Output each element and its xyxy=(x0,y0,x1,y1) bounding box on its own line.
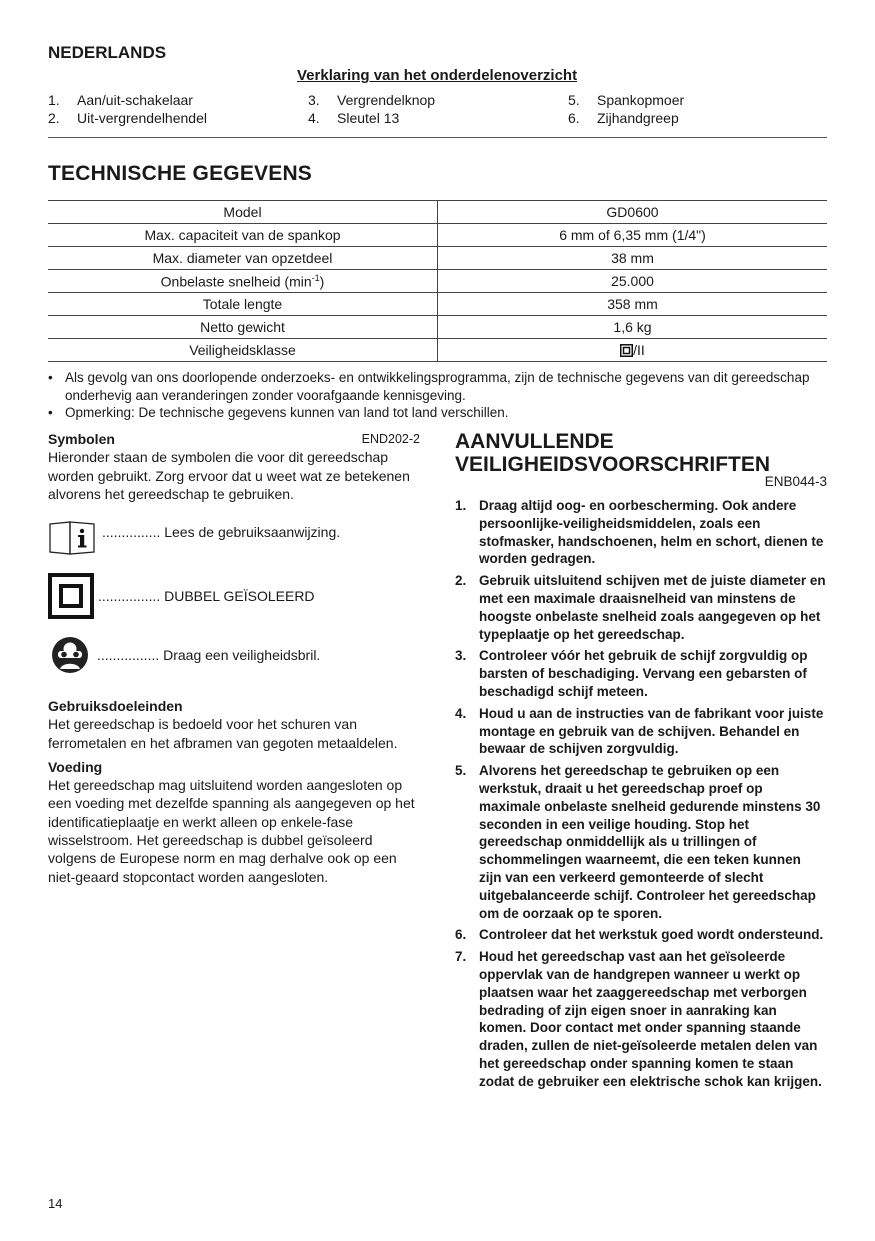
parts-legend-item xyxy=(568,109,684,127)
safety-title-line1: AANVULLENDE xyxy=(455,430,614,453)
spec-label: Netto gewicht xyxy=(48,316,438,339)
table-row xyxy=(48,293,827,316)
rule-text: Alvorens het gereedschap te gebruiken op een werkstuk, draait u het gereedschap proef op maximale onbelaste snelheid gedurende minstens 30 seconden in een veilige houding. Stop het gereedschap onmiddellijk als u trillingen of schommelingen waarneemt, die een teken kunnen zijn van een verkeerd gemonteerde of slecht uitgebalanceerde schijf. Controleer het gereedschap om de oorzaak op te sporen. xyxy=(479,763,821,921)
language-heading: NEDERLANDS xyxy=(48,43,167,62)
parts-legend-item xyxy=(308,91,435,109)
rule-number: 6. xyxy=(455,927,467,943)
item-label: Vergrendelknop xyxy=(337,92,436,108)
spec-value: 1,6 kg xyxy=(438,316,828,339)
list-item xyxy=(455,647,827,700)
spec-label: Veiligheidsklasse xyxy=(48,339,438,362)
rule-text: Houd het gereedschap vast aan het geïsoleerde oppervlak van de handgrepen wanneer u werkt op plaatsen waar het zaaggereedschap met verborgen bedrading of zijn eigen snoer in aanraking kan komen. Door contact met onder spanning staande draden, zullen de niet-geïsoleerde metalen delen van het gereedschap onder spanning komen te staan zodat de gebruiker een elektrische schok kan krijgen. xyxy=(479,949,822,1089)
list-item xyxy=(455,705,827,758)
specs-notes xyxy=(48,369,828,422)
list-item: • Als gevolg van ons doorlopende onderzoeks- en ontwikkelingsprogramma, zijn de technische gegevens van dit gereedschap onderhevig aan veranderingen zonder voorafgaande kennisgeving. xyxy=(48,369,828,404)
power-text: Het gereedschap mag uitsluitend worden aangesloten op een voeding met dezelfde spanning als aangegeven op het identificatieplaatje en werkt alleen op enkele-fase wisselstroom. Het gereedschap is dubbel geïsoleerd volgens de Europese norm en mag derhalve ook op een niet-geaard stopcontact worden aangesloten. xyxy=(48,777,415,885)
table-row xyxy=(48,224,827,247)
spec-label-text: Onbelaste snelheid (min xyxy=(160,273,312,290)
item-label: Zijhandgreep xyxy=(597,110,679,126)
symbols-header xyxy=(48,430,420,448)
list-item: • Opmerking: De technische gegevens kunnen van land tot land verschillen. xyxy=(48,405,509,420)
note-text: Opmerking: De technische gegevens kunnen van land tot land verschillen. xyxy=(65,405,509,420)
spec-label-superscript: -1 xyxy=(311,272,320,283)
safety-glasses-icon xyxy=(48,635,92,675)
item-number: 2. xyxy=(48,110,60,126)
item-number: 4. xyxy=(308,110,320,126)
rule-number: 4. xyxy=(455,705,467,721)
symbols-heading: Symbolen xyxy=(48,431,115,447)
symbol-row xyxy=(48,635,320,675)
item-label: Aan/uit-schakelaar xyxy=(77,92,193,108)
symbol-text: ............... Lees de gebruiksaanwijzing. xyxy=(102,523,341,540)
item-number: 6. xyxy=(568,110,580,126)
usage-text: Het gereedschap is bedoeld voor het schuren van ferrometalen en het afbramen van gegoten metaaldelen. xyxy=(48,716,398,751)
list-item xyxy=(455,572,827,643)
spec-label: Model xyxy=(48,201,438,224)
rule-number: 1. xyxy=(455,498,467,513)
spec-value: 25.000 xyxy=(438,270,828,293)
spec-value: 38 mm xyxy=(438,247,828,270)
usage-section xyxy=(48,697,420,886)
item-label: Sleutel 13 xyxy=(337,110,400,126)
double-insulated-icon xyxy=(48,573,94,619)
spec-label: Totale lengte xyxy=(48,293,438,316)
rule-text: Controleer vóór het gebruik de schijf zorgvuldig op barsten of beschadiging. Vervang een gebarsten of beschadigd schijf meteen. xyxy=(479,648,808,699)
list-item xyxy=(455,497,827,568)
item-label: Uit-vergrendelhendel xyxy=(77,110,207,126)
symbols-intro: Hieronder staan de symbolen die voor dit gereedschap worden gebruikt. Zorg ervoor dat u weet wat ze betekenen alvorens het gereedschap te gebruiken. xyxy=(48,449,410,502)
rule-number: 3. xyxy=(455,648,467,664)
safety-rules xyxy=(455,497,827,1091)
item-number: 5. xyxy=(568,92,580,108)
parts-legend-item xyxy=(48,91,207,109)
specs-title: TECHNISCHE GEGEVENS xyxy=(48,162,313,185)
table-row xyxy=(48,270,827,293)
page-number: 14 xyxy=(48,1196,63,1211)
spec-value: 6 mm of 6,35 mm (1/4") xyxy=(438,224,828,247)
list-item xyxy=(455,948,827,1090)
spec-label xyxy=(48,270,438,293)
specs-table xyxy=(48,200,827,362)
spec-value: 358 mm xyxy=(438,293,828,316)
manual-info-icon xyxy=(48,520,96,556)
rule-number: 2. xyxy=(455,573,467,589)
right-column xyxy=(455,430,827,1095)
spec-label: Max. diameter van opzetdeel xyxy=(48,247,438,270)
rule-text: Draag altijd oog- en oorbescherming. Ook andere persoonlijke-veiligheidsmiddelen, zoals een stofmasker, handschoenen, helm en schort, dienen te worden gedragen. xyxy=(479,498,824,567)
safety-title-line2: VEILIGHEIDSVOORSCHRIFTEN xyxy=(455,453,771,476)
spec-value xyxy=(438,339,828,362)
table-row xyxy=(48,201,827,224)
symbol-row xyxy=(48,520,340,556)
spec-value: GD0600 xyxy=(438,201,828,224)
parts-legend-item xyxy=(568,91,684,109)
rule-number: 7. xyxy=(455,949,467,965)
parts-legend-item xyxy=(48,109,207,127)
spec-label: Max. capaciteit van de spankop xyxy=(48,224,438,247)
symbol-text: ................ DUBBEL GEÏSOLEERD xyxy=(98,587,315,604)
item-number: 3. xyxy=(308,92,320,108)
item-number: 1. xyxy=(48,92,60,108)
table-row xyxy=(48,339,827,362)
safety-class-text: /II xyxy=(633,342,645,358)
rule-text: Houd u aan de instructies van de fabrikant voor juiste montage en gebruik van de schijven. Behandel en bewaar de schijven zorgvuldig. xyxy=(479,705,824,757)
list-item xyxy=(455,926,827,944)
rule-text: Controleer dat het werkstuk goed wordt ondersteund. xyxy=(479,927,824,943)
list-item xyxy=(455,762,827,922)
rule-text: Gebruik uitsluitend schijven met de juiste diameter en met een maximale draaisnelheid van minstens de hoogste onbelaste snelheid zoals aangegeven op het typeplaatje op het gereedschap. xyxy=(479,573,826,642)
double-insulated-small-icon xyxy=(620,344,633,357)
power-heading: Voeding xyxy=(48,758,103,775)
divider xyxy=(48,137,827,138)
note-text: Als gevolg van ons doorlopende onderzoeks- en ontwikkelingsprogramma, zijn de technische gegevens van dit gereedschap onderhevig aan veranderingen zonder voorafgaande kennisgeving. xyxy=(65,370,810,403)
table-row xyxy=(48,316,827,339)
table-row xyxy=(48,247,827,270)
usage-heading: Gebruiksdoeleinden xyxy=(48,698,183,714)
symbol-row xyxy=(48,573,315,619)
left-column xyxy=(48,430,420,885)
spec-label-end: ) xyxy=(319,273,325,290)
safety-code: ENB044-3 xyxy=(764,474,827,489)
rule-number: 5. xyxy=(455,763,467,779)
parts-legend-item xyxy=(308,109,435,127)
symbols-code: END202-2 xyxy=(361,432,420,446)
item-label: Spankopmoer xyxy=(597,92,685,108)
symbol-text: ................ Draag een veiligheidsbril. xyxy=(97,646,321,663)
parts-legend-title: Verklaring van het onderdelenoverzicht xyxy=(297,67,578,84)
